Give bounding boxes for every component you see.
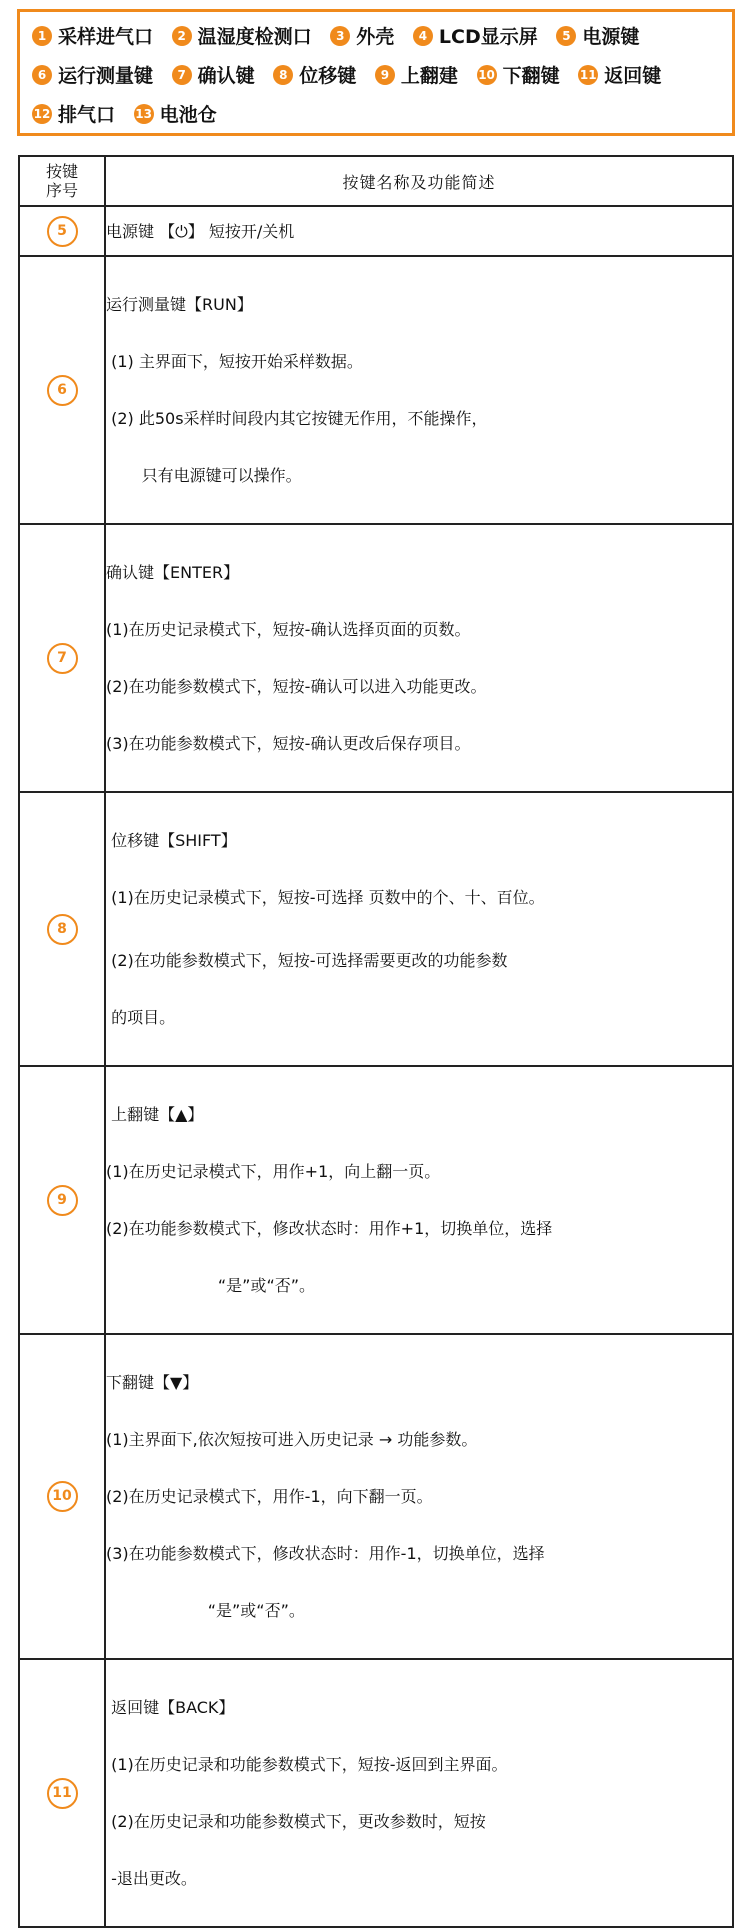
legend-item xyxy=(413,22,538,52)
legend-label: 下翻键 xyxy=(502,65,560,87)
key-number-cell xyxy=(19,206,105,256)
legend-item xyxy=(578,61,661,91)
key-detail-line: (2) 此50s采样时间段内其它按键无作用，不能操作， xyxy=(106,409,488,428)
legend-label: 电池仓 xyxy=(159,104,217,126)
component-legend xyxy=(17,9,735,136)
number-badge: 8 xyxy=(273,65,293,85)
legend-item xyxy=(32,22,153,52)
number-badge: 5 xyxy=(556,26,576,46)
legend-item xyxy=(330,22,394,52)
legend-label: 位移键 xyxy=(299,65,357,87)
key-number-cell xyxy=(19,792,105,1066)
key-detail-line: (1)主界面下,依次短按可进入历史记录 → 功能参数。 xyxy=(106,1430,478,1449)
key-detail-line: 的项目。 xyxy=(106,1008,176,1027)
key-description xyxy=(105,792,733,1066)
key-number: 5 xyxy=(47,216,78,247)
header-key-number: 按键 序号 xyxy=(19,156,105,206)
table-row xyxy=(19,1659,733,1927)
key-description xyxy=(105,1334,733,1659)
number-badge: 2 xyxy=(172,26,192,46)
legend-line-1 xyxy=(32,22,651,52)
key-description xyxy=(105,1066,733,1334)
legend-label: 采样进气口 xyxy=(58,26,154,48)
legend-item xyxy=(32,100,115,130)
key-detail-line: (1)在历史记录模式下，用作+1，向上翻一页。 xyxy=(106,1162,441,1181)
key-title: 确认键【ENTER】 xyxy=(106,563,240,582)
number-badge: 6 xyxy=(32,65,52,85)
legend-item xyxy=(134,100,217,130)
key-detail-line: “是”或“否”。 xyxy=(106,1276,316,1295)
number-badge: 11 xyxy=(578,65,598,85)
key-description xyxy=(105,256,733,524)
table-header-row xyxy=(19,156,733,206)
key-detail-line: (1)在历史记录和功能参数模式下，短按-返回到主界面。 xyxy=(106,1755,508,1774)
key-number-cell xyxy=(19,524,105,792)
legend-item xyxy=(273,61,356,91)
key-detail-line: (2)在功能参数模式下，短按-可选择需要更改的功能参数 xyxy=(106,951,508,970)
key-description xyxy=(105,206,733,256)
table-row xyxy=(19,524,733,792)
key-title: 下翻键【▼】 xyxy=(106,1373,199,1392)
legend-item xyxy=(32,61,153,91)
key-detail-line: -退出更改。 xyxy=(106,1869,197,1888)
key-number-cell xyxy=(19,1659,105,1927)
number-badge: 12 xyxy=(32,104,52,124)
key-detail-line: (2)在功能参数模式下，修改状态时：用作+1，切换单位，选择 xyxy=(106,1219,553,1238)
legend-label: 温湿度检测口 xyxy=(197,26,312,48)
table-row xyxy=(19,792,733,1066)
key-number: 8 xyxy=(47,914,78,945)
number-badge: 4 xyxy=(413,26,433,46)
legend-item xyxy=(477,61,560,91)
key-detail-line: 只有电源键可以操作。 xyxy=(106,466,302,485)
number-badge: 1 xyxy=(32,26,52,46)
table-row xyxy=(19,206,733,256)
key-number-cell xyxy=(19,1334,105,1659)
legend-item xyxy=(172,61,255,91)
table-row xyxy=(19,256,733,524)
number-badge: 7 xyxy=(172,65,192,85)
key-description xyxy=(105,1659,733,1927)
key-detail-line: (3)在功能参数模式下，修改状态时：用作-1，切换单位，选择 xyxy=(106,1544,545,1563)
key-number: 11 xyxy=(47,1778,78,1809)
legend-item xyxy=(172,22,312,52)
key-detail-line: (2)在功能参数模式下，短按-确认可以进入功能更改。 xyxy=(106,677,487,696)
number-badge: 13 xyxy=(134,104,154,124)
key-title: 上翻键【▲】 xyxy=(106,1105,204,1124)
legend-label: LCD显示屏 xyxy=(438,26,538,48)
legend-line-2 xyxy=(32,61,673,91)
legend-label: 确认键 xyxy=(197,65,255,87)
key-number: 6 xyxy=(47,375,78,406)
key-title: 位移键【SHIFT】 xyxy=(106,831,237,850)
legend-label: 运行测量键 xyxy=(58,65,154,87)
key-description xyxy=(105,524,733,792)
legend-label: 外壳 xyxy=(356,26,395,48)
key-detail-line: (1) 主界面下，短按开始采样数据。 xyxy=(106,352,363,371)
key-detail-line: “是”或“否”。 xyxy=(106,1601,305,1620)
table-row xyxy=(19,1334,733,1659)
legend-label: 返回键 xyxy=(604,65,662,87)
number-badge: 9 xyxy=(375,65,395,85)
key-title: 返回键【BACK】 xyxy=(106,1698,235,1717)
key-title: 运行测量键【RUN】 xyxy=(106,295,253,314)
number-badge: 10 xyxy=(477,65,497,85)
key-number: 10 xyxy=(47,1481,78,1512)
number-badge: 3 xyxy=(330,26,350,46)
key-title: 电源键 【⏻】 短按开/关机 xyxy=(106,221,295,241)
header-key-description: 按键名称及功能简述 xyxy=(105,156,733,206)
key-number: 7 xyxy=(47,643,78,674)
key-detail-line: (3)在功能参数模式下，短按-确认更改后保存项目。 xyxy=(106,734,471,753)
table-row xyxy=(19,1066,733,1334)
key-detail-line: (2)在历史记录和功能参数模式下，更改参数时，短按 xyxy=(106,1812,486,1831)
key-detail-line: (2)在历史记录模式下，用作-1，向下翻一页。 xyxy=(106,1487,433,1506)
key-number-cell xyxy=(19,256,105,524)
key-detail-line: (1)在历史记录模式下，短按-确认选择页面的页数。 xyxy=(106,620,471,639)
legend-line-3 xyxy=(32,100,229,130)
legend-item xyxy=(556,22,639,52)
key-number-cell xyxy=(19,1066,105,1334)
key-number: 9 xyxy=(47,1185,78,1216)
legend-item xyxy=(375,61,458,91)
legend-label: 排气口 xyxy=(58,104,116,126)
legend-label: 电源键 xyxy=(582,26,640,48)
legend-label: 上翻建 xyxy=(400,65,458,87)
key-function-table xyxy=(18,155,734,1928)
key-detail-line: (1)在历史记录模式下，短按-可选择 页数中的个、十、百位。 xyxy=(106,888,545,907)
